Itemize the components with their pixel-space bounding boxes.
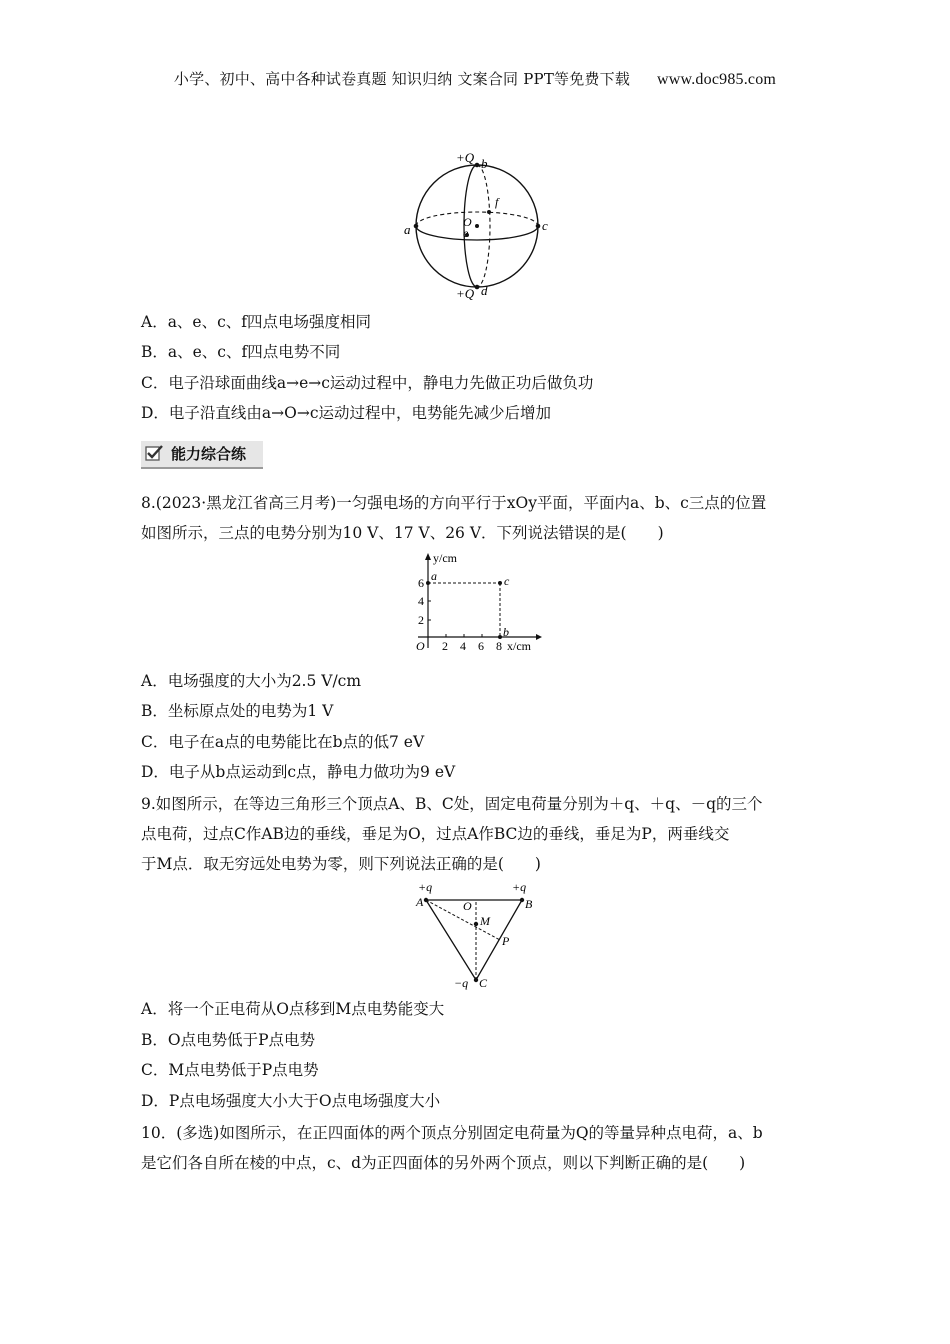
point-a-mark — [426, 581, 430, 585]
label-M: M — [480, 914, 490, 928]
q8-option-c: C．电子在a点的电势能比在b点的低7 eV — [141, 733, 425, 751]
q10-stem-line2: 是它们各自所在棱的中点，c、d为正四面体的另外两个顶点，则以下判断正确的是( ) — [141, 1154, 746, 1172]
point-top — [475, 163, 480, 168]
equator-front — [416, 226, 538, 240]
label-bottom-charge: +Q — [456, 286, 475, 300]
q8-stem-line1: 8.(2023·黑龙江省高三月考)一匀强电场的方向平行于xOy平面，平面内a、b、c三点的位置 — [141, 494, 767, 512]
label-c: c — [542, 218, 548, 233]
label-P: P — [502, 934, 510, 948]
y-axis-label: y/cm — [433, 551, 457, 565]
y-tick-6: 6 — [418, 576, 424, 590]
label-C: C — [479, 976, 488, 990]
label-O: O — [463, 899, 472, 913]
charge-a: +q — [418, 880, 433, 894]
point-c-mark — [498, 581, 502, 585]
x-axis-label: x/cm — [507, 639, 531, 653]
q9-option-d: D．P点电场强度大小大于O点电场强度大小 — [141, 1092, 441, 1110]
q8-option-b: B．坐标原点处的电势为1 V — [141, 702, 334, 720]
q9-stem-line3: 于M点．取无穷远处电势为零，则下列说法正确的是( ) — [141, 855, 541, 873]
q7-option-a: A．a、e、c、f四点电场强度相同 — [141, 313, 372, 331]
header-text: 小学、初中、高中各种试卷真题 知识归纳 文案合同 PPT等免费下载 — [173, 70, 631, 88]
label-A: A — [416, 895, 424, 909]
label-b: b — [481, 156, 488, 171]
vertex-a — [424, 898, 428, 902]
point-b-mark — [498, 635, 502, 639]
point-f — [487, 210, 491, 214]
q8-option-a: A．电场强度的大小为2.5 V/cm — [141, 672, 362, 690]
q9-option-b: B．O点电势低于P点电势 — [141, 1031, 316, 1049]
y-axis-arrow — [425, 553, 431, 560]
q8-stem — [141, 488, 813, 548]
q9-stem — [141, 789, 813, 879]
label-a: a — [404, 222, 411, 237]
q8-stem-line2: 如图所示，三点的电势分别为10 V、17 V、26 V．下列说法错误的是( ) — [141, 524, 664, 542]
q8-option-d: D．电子从b点运动到c点，静电力做功为9 eV — [141, 763, 456, 781]
q9-triangle-figure — [414, 878, 544, 990]
point-o — [475, 224, 479, 228]
label-B: B — [525, 897, 533, 911]
y-tick-2: 2 — [418, 613, 424, 627]
header-url[interactable]: www.doc985.com — [657, 71, 777, 88]
x-tick-8: 8 — [496, 639, 502, 653]
label-f: f — [495, 195, 499, 209]
q9-option-a: A．将一个正电荷从O点移到M点电势能变大 — [141, 1000, 445, 1018]
point-m — [474, 922, 478, 926]
label-e: e — [463, 226, 469, 240]
q10-stem — [141, 1118, 813, 1178]
charge-c: −q — [454, 976, 469, 990]
point-bottom — [475, 285, 480, 290]
vertex-b — [520, 898, 524, 902]
charge-b: +q — [512, 880, 527, 894]
point-c-label: c — [504, 574, 510, 588]
origin-label: O — [416, 639, 425, 653]
sphere-figure — [400, 148, 560, 300]
q9-stem-line2: 点电荷，过点C作AB边的垂线，垂足为O，过点A作BC边的垂线，垂足为P，两垂线交 — [141, 825, 730, 843]
section-heading — [141, 441, 263, 469]
y-tick-4: 4 — [418, 594, 424, 608]
label-o: O — [463, 215, 472, 229]
point-a — [414, 224, 419, 229]
point-c — [536, 224, 541, 229]
q9-stem-line1: 9.如图所示，在等边三角形三个顶点A、B、C处，固定电荷量分别为＋q、＋q、－q的三个 — [141, 795, 763, 813]
label-top-charge: +Q — [456, 150, 475, 165]
q7-option-d: D．电子沿直线由a→O→c运动过程中，电势能先减少后增加 — [141, 404, 552, 422]
x-axis-arrow — [536, 634, 542, 640]
q7-option-b: B．a、e、c、f四点电势不同 — [141, 343, 341, 361]
q8-coordinate-figure — [408, 548, 548, 658]
checkbox-icon — [145, 444, 165, 462]
vertex-c — [474, 978, 478, 982]
q10-stem-line1: 10．(多选)如图所示，在正四面体的两个顶点分别固定电荷量为Q的等量异种点电荷，a、b — [141, 1124, 763, 1142]
page-header — [0, 68, 950, 89]
equator-back — [416, 212, 538, 226]
label-d: d — [481, 283, 488, 298]
point-a-label: a — [431, 569, 437, 583]
x-tick-4: 4 — [460, 639, 466, 653]
section-title: 能力综合练 — [171, 445, 247, 463]
x-tick-6: 6 — [478, 639, 484, 653]
x-tick-2: 2 — [442, 639, 448, 653]
q7-option-c: C．电子沿球面曲线a→e→c运动过程中，静电力先做正功后做负功 — [141, 374, 594, 392]
point-b-label: b — [503, 625, 509, 639]
q9-option-c: C．M点电势低于P点电势 — [141, 1061, 319, 1079]
